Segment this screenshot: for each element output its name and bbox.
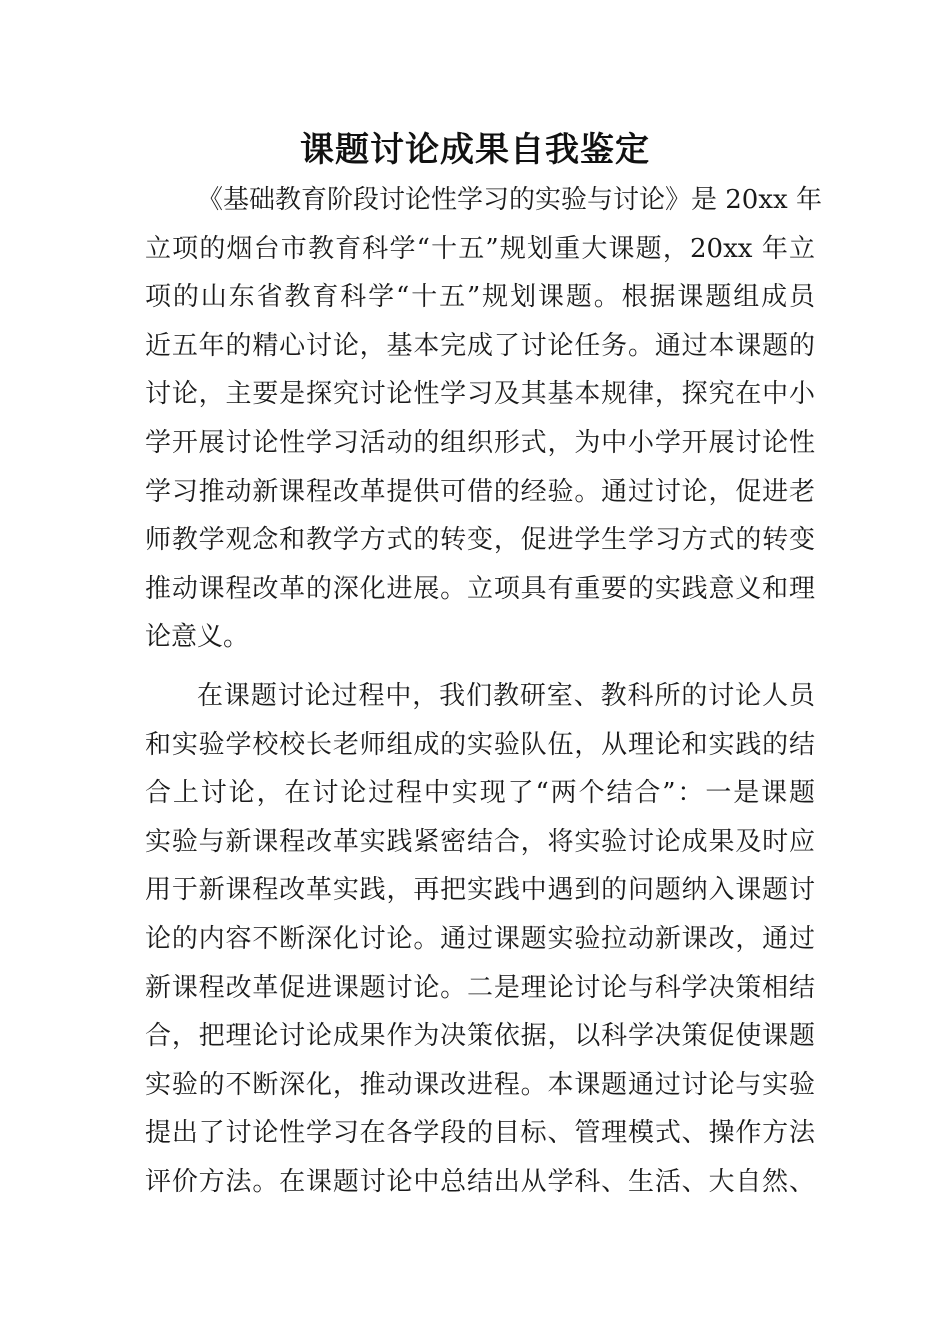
text-line: 讨论，主要是探究讨论性学习及其基本规律，探究在中小	[145, 379, 815, 410]
document-body	[145, 176, 822, 1206]
text-line: 实验的不断深化，推动课改进程。本课题通过讨论与实验	[145, 1069, 815, 1100]
text-line: 学习推动新课程改革提供可借的经验。通过讨论，促进老	[145, 476, 815, 507]
text-line: 师教学观念和教学方式的转变，促进学生学习方式的转变	[145, 525, 815, 556]
text-line: 近五年的精心讨论，基本完成了讨论任务。通过本课题的	[145, 330, 815, 361]
paragraph-2	[145, 672, 815, 1207]
document-title: 课题讨论成果自我鉴定	[300, 130, 650, 170]
text-line: 推动课程改革的深化进展。立项具有重要的实践意义和理	[145, 573, 815, 604]
text-line: 和实验学校校长老师组成的实验队伍，从理论和实践的结	[145, 729, 815, 760]
paragraph-spacer	[145, 662, 815, 672]
text-line: 学开展讨论性学习活动的组织形式，为中小学开展讨论性	[145, 427, 815, 458]
text-line: 用于新课程改革实践，再把实践中遇到的问题纳入课题讨	[145, 875, 815, 906]
text-line: 项的山东省教育科学“十五”规划课题。根据课题组成员	[145, 282, 815, 313]
text-line: 提出了讨论性学习在各学段的目标、管理模式、操作方法	[145, 1118, 815, 1149]
text-line: 论的内容不断深化讨论。通过课题实验拉动新课改，通过	[145, 923, 815, 954]
text-line: 立项的烟台市教育科学“十五”规划重大课题，20xx 年立	[145, 233, 815, 264]
text-line: 合上讨论，在讨论过程中实现了“两个结合”：一是课题	[145, 778, 815, 809]
text-line: 新课程改革促进课题讨论。二是理论讨论与科学决策相结	[145, 972, 815, 1003]
text-line: 在课题讨论过程中，我们教研室、教科所的讨论人员	[197, 680, 815, 711]
text-line: 《基础教育阶段讨论性学习的实验与讨论》是 20xx 年	[197, 185, 822, 215]
text-line: 合，把理论讨论成果作为决策依据，以科学决策促使课题	[145, 1021, 815, 1052]
text-line: 实验与新课程改革实践紧密结合，将实验讨论成果及时应	[145, 826, 815, 857]
text-line: 论意义。	[145, 622, 250, 653]
text-line: 评价方法。在课题讨论中总结出从学科、生活、大自然、	[145, 1166, 815, 1197]
paragraph-1	[145, 176, 822, 662]
